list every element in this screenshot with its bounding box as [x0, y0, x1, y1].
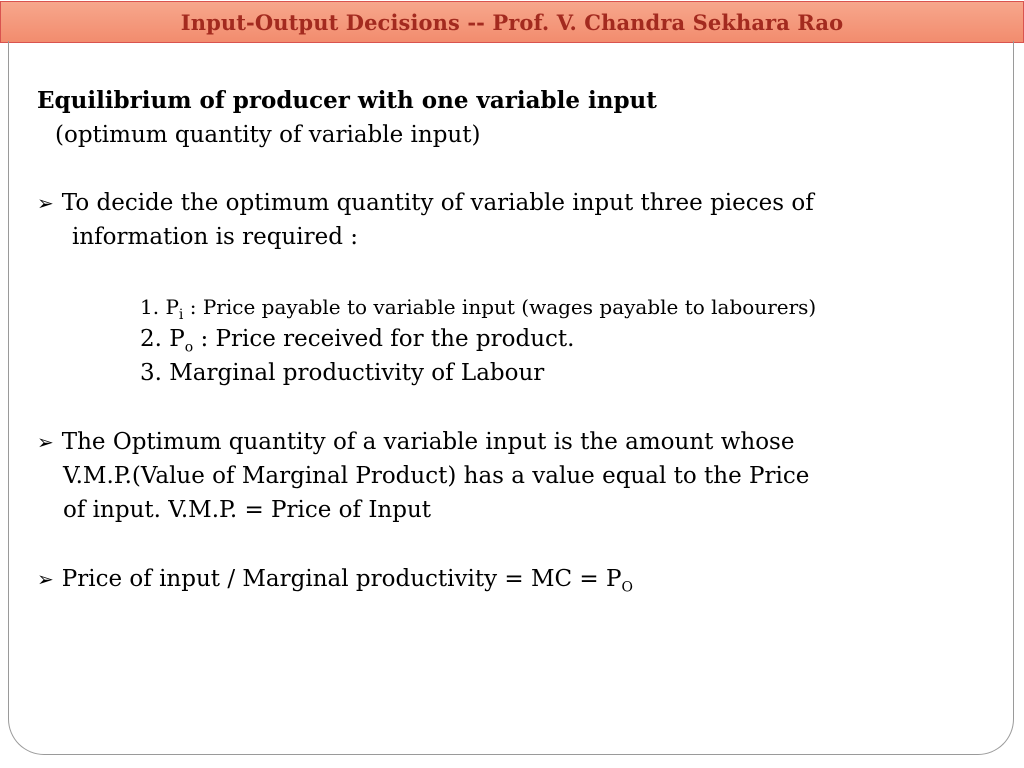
list-item-1 — [140, 293, 816, 329]
bullet-item-2-line-2: V.M.P.(Value of Marginal Product) has a value equal to the Price — [63, 463, 810, 489]
bullet-item-1-line-2: information is required : — [72, 224, 358, 250]
arrow-bullet-icon: ➢ — [37, 430, 54, 454]
bullet-text: Price of input / Marginal productivity = MC = P — [61, 566, 622, 592]
title-bar — [0, 1, 1024, 43]
arrow-bullet-icon: ➢ — [37, 567, 54, 591]
list-item-3: 3. Marginal productivity of Labour — [140, 360, 545, 386]
slide-header-title: Input-Output Decisions -- Prof. V. Chandra Sekhara Rao — [180, 10, 844, 35]
slide-subheading: (optimum quantity of variable input) — [55, 122, 481, 148]
list-item-text: : Price received for the product. — [193, 326, 575, 352]
list-item-prefix: 1. P — [140, 295, 179, 319]
list-item-subscript: i — [178, 307, 184, 323]
bullet-item-3 — [37, 565, 633, 602]
list-item-prefix: 2. P — [140, 326, 185, 352]
bullet-text: To decide the optimum quantity of variable input three pieces of — [61, 190, 814, 216]
bullet-item-1-line-1 — [37, 189, 814, 217]
bullet-subscript: O — [621, 579, 633, 596]
list-item-subscript: o — [184, 339, 194, 356]
arrow-bullet-icon: ➢ — [37, 191, 54, 215]
bullet-item-2-line-3: of input. V.M.P. = Price of Input — [63, 497, 431, 523]
list-item-text: : Price payable to variable input (wages payable to labourers) — [183, 295, 817, 319]
list-item-2 — [140, 325, 574, 362]
bullet-text: The Optimum quantity of a variable input is the amount whose — [61, 429, 795, 455]
slide-heading: Equilibrium of producer with one variable input — [37, 87, 657, 114]
bullet-item-2-line-1 — [37, 428, 794, 456]
